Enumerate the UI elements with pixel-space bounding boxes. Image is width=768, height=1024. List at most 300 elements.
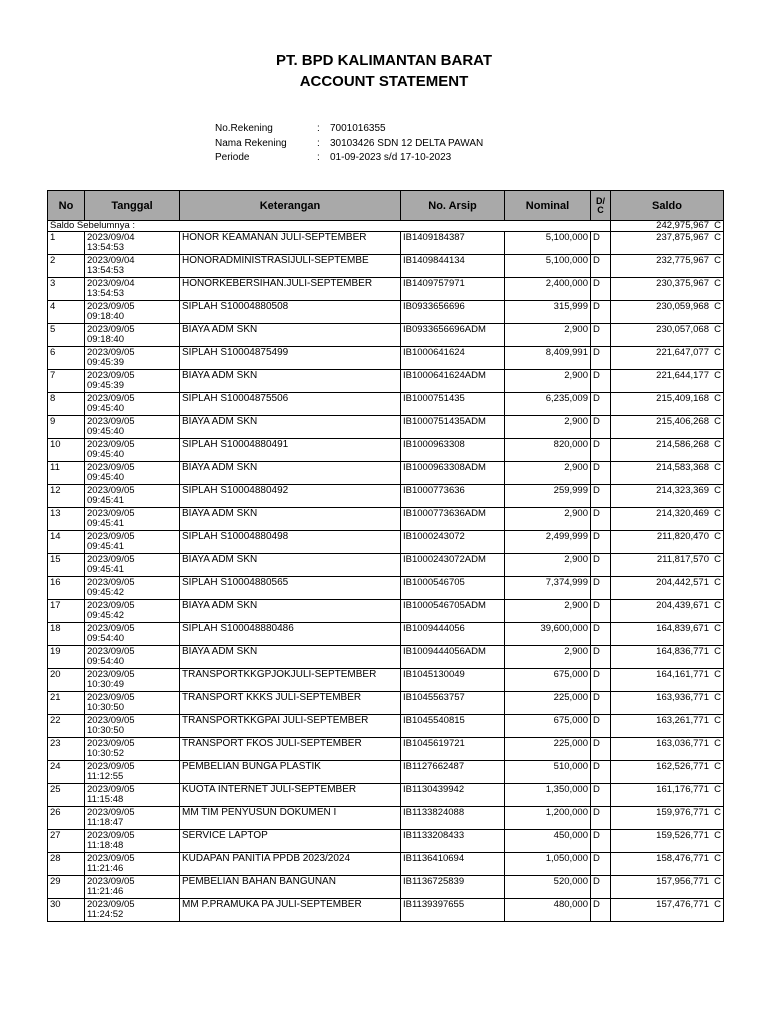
row-saldo: 230,375,967 [656,278,709,289]
row-nominal: 2,499,999 [505,531,591,554]
row-time: 10:30:49 [87,679,124,690]
row-nominal: 520,000 [505,876,591,899]
row-saldo-dc: C [714,301,721,312]
row-archive-number: IB1130439942 [401,784,505,807]
row-number: 10 [48,439,85,462]
row-datetime [85,531,180,554]
separator: : [317,152,320,163]
row-archive-number: IB1000751435 [401,393,505,416]
row-nominal: 2,900 [505,462,591,485]
row-time: 10:30:52 [87,748,124,759]
row-saldo: 164,836,771 [656,646,709,657]
row-description: BIAYA ADM SKN [180,600,401,623]
account-name-value: 30103426 SDN 12 DELTA PAWAN [330,137,484,149]
row-archive-number: IB1136725839 [401,876,505,899]
row-saldo-cell [611,853,724,876]
row-nominal: 2,900 [505,324,591,347]
row-saldo-dc: C [714,876,721,887]
row-saldo-dc: C [714,600,721,611]
row-time: 11:15:48 [87,794,124,805]
row-nominal: 315,999 [505,301,591,324]
table-row [48,554,724,577]
table-row [48,531,724,554]
row-saldo-cell [611,301,724,324]
row-nominal: 2,900 [505,600,591,623]
row-time: 09:45:40 [87,426,124,437]
row-archive-number: IB1409757971 [401,278,505,301]
row-datetime [85,485,180,508]
row-archive-number: IB1000773636 [401,485,505,508]
table-row [48,485,724,508]
account-number-label: No.Rekening [215,123,273,134]
row-saldo-dc: C [714,255,721,266]
row-time: 10:30:50 [87,702,124,713]
row-description: SIPLAH S10004880508 [180,301,401,324]
row-saldo-dc: C [714,485,721,496]
account-number-value: 7001016355 [330,123,386,134]
row-time: 09:45:40 [87,472,124,483]
row-date: 2023/09/05 [87,370,135,381]
period-label: Periode [215,152,250,163]
row-saldo: 162,526,771 [656,761,709,772]
row-nominal: 2,900 [505,370,591,393]
row-saldo: 232,775,967 [656,255,709,266]
row-nominal: 450,000 [505,830,591,853]
table-row [48,876,724,899]
row-archive-number: IB1045619721 [401,738,505,761]
row-saldo-dc: C [714,439,721,450]
transactions-table [47,190,724,922]
row-archive-number: IB1009444056 [401,623,505,646]
row-date: 2023/09/05 [87,462,135,473]
row-nominal: 820,000 [505,439,591,462]
row-number: 16 [48,577,85,600]
row-archive-number: IB1000963308ADM [401,462,505,485]
row-saldo-dc: C [714,623,721,634]
row-date: 2023/09/05 [87,600,135,611]
row-number: 25 [48,784,85,807]
row-archive-number: IB1000773636ADM [401,508,505,531]
row-time: 10:30:50 [87,725,124,736]
row-saldo-cell [611,370,724,393]
account-name-label: Nama Rekening [215,137,287,149]
table-row [48,623,724,646]
row-date: 2023/09/04 [87,232,135,243]
row-saldo-cell [611,899,724,922]
row-number: 26 [48,807,85,830]
row-number: 5 [48,324,85,347]
row-nominal: 675,000 [505,669,591,692]
bank-name: PT. BPD KALIMANTAN BARAT [275,52,493,69]
row-datetime [85,439,180,462]
row-nominal: 2,900 [505,554,591,577]
table-row [48,324,724,347]
table-row [48,347,724,370]
row-saldo-cell [611,508,724,531]
row-archive-number: IB1000546705 [401,577,505,600]
row-saldo: 214,323,369 [656,485,709,496]
row-saldo-dc: C [714,715,721,726]
row-datetime [85,301,180,324]
row-number: 1 [48,232,85,255]
row-saldo-dc: C [714,416,721,427]
row-description: SIPLAH S100048880486 [180,623,401,646]
row-datetime [85,324,180,347]
row-datetime [85,508,180,531]
row-dc: D [591,669,611,692]
row-dc: D [591,278,611,301]
row-number: 3 [48,278,85,301]
row-saldo-cell [611,715,724,738]
row-date: 2023/09/05 [87,738,135,749]
table-row [48,784,724,807]
row-datetime [85,715,180,738]
table-header-row [48,191,724,221]
row-saldo: 161,176,771 [656,784,709,795]
row-dc: D [591,301,611,324]
row-archive-number: IB1000546705ADM [401,600,505,623]
row-saldo-cell [611,232,724,255]
row-saldo-cell [611,531,724,554]
row-date: 2023/09/05 [87,853,135,864]
row-date: 2023/09/05 [87,485,135,496]
row-datetime [85,692,180,715]
row-saldo-cell [611,692,724,715]
row-saldo: 164,839,671 [656,623,709,634]
table-row [48,715,724,738]
row-saldo-dc: C [714,646,721,657]
row-number: 23 [48,738,85,761]
row-saldo-cell [611,347,724,370]
column-header-dc [591,191,611,221]
row-time: 09:54:40 [87,656,124,667]
row-saldo-dc: C [714,807,721,818]
row-saldo-dc: C [714,899,721,910]
table-row [48,899,724,922]
row-date: 2023/09/05 [87,301,135,312]
row-datetime [85,807,180,830]
row-date: 2023/09/05 [87,669,135,680]
table-row [48,600,724,623]
row-saldo-dc: C [714,370,721,381]
row-date: 2023/09/05 [87,531,135,542]
row-archive-number: IB1000641624ADM [401,370,505,393]
row-datetime [85,899,180,922]
row-nominal: 675,000 [505,715,591,738]
row-datetime [85,623,180,646]
separator: : [317,123,320,134]
row-saldo-dc: C [714,669,721,680]
row-nominal: 5,100,000 [505,255,591,278]
row-nominal: 259,999 [505,485,591,508]
dc-header-bottom: C [597,204,604,215]
row-saldo: 163,936,771 [656,692,709,703]
row-date: 2023/09/05 [87,508,135,519]
row-date: 2023/09/05 [87,876,135,887]
row-saldo: 204,442,571 [656,577,709,588]
table-row [48,439,724,462]
row-number: 9 [48,416,85,439]
row-saldo-cell [611,439,724,462]
row-time: 11:21:46 [87,863,124,874]
row-archive-number: IB1409844134 [401,255,505,278]
row-dc: D [591,462,611,485]
row-dc: D [591,623,611,646]
row-time: 11:24:52 [87,909,124,920]
row-saldo-dc: C [714,508,721,519]
row-archive-number: IB0933656696ADM [401,324,505,347]
row-saldo-cell [611,278,724,301]
row-description: HONORKEBERSIHAN.JULI-SEPTEMBER [180,278,401,301]
row-description: BIAYA ADM SKN [180,370,401,393]
row-saldo-cell [611,669,724,692]
column-header-saldo: Saldo [611,191,724,221]
row-nominal: 1,050,000 [505,853,591,876]
row-saldo: 164,161,771 [656,669,709,680]
row-datetime [85,462,180,485]
row-dc: D [591,853,611,876]
row-number: 21 [48,692,85,715]
table-row [48,761,724,784]
row-description: SIPLAH S10004875499 [180,347,401,370]
document-title: ACCOUNT STATEMENT [299,73,469,90]
row-dc: D [591,646,611,669]
row-description: MM P.PRAMUKA PA JULI-SEPTEMBER [180,899,401,922]
row-time: 09:45:42 [87,587,124,598]
row-nominal: 1,200,000 [505,807,591,830]
row-saldo: 215,409,168 [656,393,709,404]
table-row [48,692,724,715]
row-number: 13 [48,508,85,531]
row-time: 09:54:40 [87,633,124,644]
row-saldo-dc: C [714,554,721,565]
row-archive-number: IB0933656696 [401,301,505,324]
row-time: 09:45:41 [87,495,124,506]
row-saldo: 211,820,470 [656,531,709,542]
row-dc: D [591,784,611,807]
row-saldo-cell [611,623,724,646]
period-row [215,152,483,167]
row-description: BIAYA ADM SKN [180,416,401,439]
row-number: 7 [48,370,85,393]
row-number: 19 [48,646,85,669]
row-number: 17 [48,600,85,623]
row-saldo: 237,875,967 [656,232,709,243]
row-saldo: 230,059,968 [656,301,709,312]
row-description: BIAYA ADM SKN [180,554,401,577]
previous-balance-label: Saldo Sebelumnya : [48,221,611,232]
account-name-row [215,138,483,153]
row-archive-number: IB1139397655 [401,899,505,922]
row-dc: D [591,255,611,278]
row-time: 13:54:53 [87,242,124,253]
row-saldo-cell [611,830,724,853]
row-description: SIPLAH S10004880491 [180,439,401,462]
row-saldo-dc: C [714,577,721,588]
row-saldo-cell [611,600,724,623]
row-description: BIAYA ADM SKN [180,508,401,531]
row-number: 12 [48,485,85,508]
row-saldo: 157,476,771 [656,899,709,910]
row-description: PEMBELIAN BAHAN BANGUNAN [180,876,401,899]
row-nominal: 7,374,999 [505,577,591,600]
row-dc: D [591,692,611,715]
row-datetime [85,232,180,255]
table-row [48,830,724,853]
row-time: 09:45:40 [87,403,124,414]
row-saldo: 157,956,771 [656,876,709,887]
row-datetime [85,600,180,623]
row-description: TRANSPORT FKOS JULI-SEPTEMBER [180,738,401,761]
table-row [48,393,724,416]
row-nominal: 6,235,009 [505,393,591,416]
row-time: 09:45:41 [87,518,124,529]
row-time: 09:45:39 [87,357,124,368]
row-archive-number: IB1000641624 [401,347,505,370]
row-description: TRANSPORTKKGPAI JULI-SEPTEMBER [180,715,401,738]
table-row [48,738,724,761]
table-row [48,278,724,301]
row-nominal: 2,900 [505,508,591,531]
row-saldo-dc: C [714,393,721,404]
row-date: 2023/09/05 [87,692,135,703]
table-row [48,232,724,255]
row-date: 2023/09/05 [87,715,135,726]
previous-balance-dc: C [714,220,721,231]
row-datetime [85,347,180,370]
row-saldo-dc: C [714,830,721,841]
row-time: 09:45:40 [87,449,124,460]
row-saldo: 221,647,077 [656,347,709,358]
row-saldo-dc: C [714,232,721,243]
row-archive-number: IB1009444056ADM [401,646,505,669]
row-saldo-cell [611,577,724,600]
row-time: 13:54:53 [87,265,124,276]
row-saldo: 204,439,671 [656,600,709,611]
row-saldo-dc: C [714,324,721,335]
table-row [48,807,724,830]
row-dc: D [591,554,611,577]
row-archive-number: IB1127662487 [401,761,505,784]
row-saldo-cell [611,876,724,899]
column-header-arsip: No. Arsip [401,191,505,221]
separator: : [317,137,320,149]
row-datetime [85,761,180,784]
row-nominal: 2,900 [505,416,591,439]
table-row [48,508,724,531]
row-nominal: 480,000 [505,899,591,922]
row-datetime [85,577,180,600]
row-archive-number: IB1045563757 [401,692,505,715]
table-row [48,853,724,876]
row-archive-number: IB1000963308 [401,439,505,462]
row-dc: D [591,370,611,393]
row-datetime [85,554,180,577]
table-row [48,646,724,669]
row-number: 15 [48,554,85,577]
row-saldo-cell [611,738,724,761]
row-archive-number: IB1133824088 [401,807,505,830]
row-number: 4 [48,301,85,324]
row-dc: D [591,232,611,255]
row-description: MM TIM PENYUSUN DOKUMEN I [180,807,401,830]
row-saldo-cell [611,462,724,485]
row-time: 11:21:46 [87,886,124,897]
row-dc: D [591,876,611,899]
row-saldo-cell [611,485,724,508]
row-saldo: 163,036,771 [656,738,709,749]
table-row [48,255,724,278]
row-datetime [85,853,180,876]
row-number: 20 [48,669,85,692]
row-date: 2023/09/05 [87,830,135,841]
row-saldo: 214,586,268 [656,439,709,450]
row-date: 2023/09/05 [87,807,135,818]
account-info [215,123,483,167]
row-number: 18 [48,623,85,646]
row-time: 11:18:47 [87,817,124,828]
row-saldo: 163,261,771 [656,715,709,726]
table-row [48,416,724,439]
row-date: 2023/09/05 [87,784,135,795]
row-dc: D [591,416,611,439]
row-archive-number: IB1045540815 [401,715,505,738]
row-dc: D [591,738,611,761]
row-date: 2023/09/05 [87,646,135,657]
row-nominal: 510,000 [505,761,591,784]
row-saldo-cell [611,255,724,278]
row-archive-number: IB1409184387 [401,232,505,255]
row-datetime [85,370,180,393]
row-nominal: 2,400,000 [505,278,591,301]
row-description: HONOR KEAMANAN JULI-SEPTEMBER [180,232,401,255]
row-saldo: 214,320,469 [656,508,709,519]
row-description: HONORADMINISTRASIJULI-SEPTEMBE [180,255,401,278]
row-description: SERVICE LAPTOP [180,830,401,853]
row-time: 09:45:39 [87,380,124,391]
row-date: 2023/09/05 [87,393,135,404]
row-saldo: 211,817,570 [656,554,709,565]
row-datetime [85,784,180,807]
row-dc: D [591,807,611,830]
column-header-tanggal: Tanggal [85,191,180,221]
row-saldo-dc: C [714,853,721,864]
row-datetime [85,278,180,301]
row-date: 2023/09/05 [87,416,135,427]
row-description: TRANSPORT KKKS JULI-SEPTEMBER [180,692,401,715]
row-time: 09:18:40 [87,311,124,322]
previous-balance-saldo-cell [611,221,724,232]
row-description: PEMBELIAN BUNGA PLASTIK [180,761,401,784]
previous-balance-value: 242,975,967 [656,220,709,231]
row-description: SIPLAH S10004875506 [180,393,401,416]
row-time: 09:45:42 [87,610,124,621]
row-datetime [85,830,180,853]
previous-balance-row [48,221,724,232]
row-saldo-cell [611,416,724,439]
row-saldo-dc: C [714,531,721,542]
row-saldo: 230,057,068 [656,324,709,335]
dc-header-top: D/ [596,195,605,206]
row-dc: D [591,761,611,784]
row-saldo-dc: C [714,347,721,358]
row-saldo: 221,644,177 [656,370,709,381]
row-description: SIPLAH S10004880565 [180,577,401,600]
row-number: 28 [48,853,85,876]
row-date: 2023/09/04 [87,278,135,289]
row-date: 2023/09/05 [87,554,135,565]
column-header-keterangan: Keterangan [180,191,401,221]
